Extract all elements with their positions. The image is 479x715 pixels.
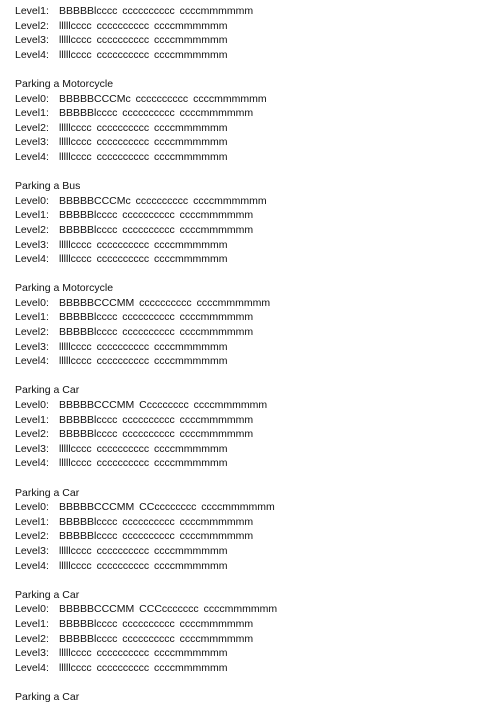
level-content: lllllcccc cccccccccc ccccmmmmmm [59, 19, 228, 32]
level-content: BBBBBlcccc cccccccccc ccccmmmmmm [59, 617, 254, 630]
level-label: Level4: [15, 661, 49, 674]
section-heading: Parking a Motorcycle [15, 282, 114, 295]
level-line [15, 500, 475, 515]
level-label: Level2: [15, 428, 49, 441]
level-label: Level2: [15, 530, 49, 543]
level-content: lllllcccc cccccccccc ccccmmmmmm [59, 238, 228, 251]
level-label: Level1: [15, 107, 49, 120]
level-line [15, 92, 475, 107]
section-spacer [15, 369, 475, 384]
level-line [15, 310, 475, 325]
parking-section [15, 281, 475, 369]
level-content: lllllcccc cccccccccc ccccmmmmmm [59, 544, 228, 557]
section-spacer [15, 267, 475, 282]
level-line [15, 515, 475, 530]
level-content: BBBBBlcccc cccccccccc ccccmmmmmm [59, 530, 254, 543]
section-heading: Parking a Car [15, 384, 80, 397]
level-content: BBBBBlcccc cccccccccc ccccmmmmmm [59, 632, 254, 645]
parking-section [15, 77, 475, 165]
level-label: Level4: [15, 559, 49, 572]
parking-section [15, 588, 475, 676]
level-label: Level0: [15, 603, 49, 616]
level-content: BBBBBCCCMc cccccccccc ccccmmmmmm [59, 194, 267, 207]
level-label: Level2: [15, 121, 49, 134]
level-content: lllllcccc cccccccccc ccccmmmmmm [59, 647, 228, 660]
level-line [15, 48, 475, 63]
level-label: Level4: [15, 150, 49, 163]
level-line [15, 602, 475, 617]
section-heading: Parking a Car [15, 690, 80, 703]
level-line [15, 325, 475, 340]
level-content: BBBBBlcccc cccccccccc ccccmmmmmm [59, 428, 254, 441]
level-content: lllllcccc cccccccccc ccccmmmmmm [59, 34, 228, 47]
level-line [15, 208, 475, 223]
level-label: Level3: [15, 238, 49, 251]
level-content: lllllcccc cccccccccc ccccmmmmmm [59, 457, 228, 470]
section-heading: Parking a Motorcycle [15, 77, 114, 90]
section-heading: Parking a Car [15, 588, 80, 601]
section-spacer [15, 675, 475, 690]
level-line [15, 442, 475, 457]
level-label: Level0: [15, 92, 49, 105]
sections-container [15, 62, 475, 704]
level-line [15, 456, 475, 471]
level-label: Level1: [15, 617, 49, 630]
level-line [15, 194, 475, 209]
parking-section [15, 486, 475, 574]
level-content: BBBBBlcccc cccccccccc ccccmmmmmm [59, 223, 254, 236]
level-line [15, 427, 475, 442]
level-line [15, 19, 475, 34]
level-line [15, 559, 475, 574]
intro-block [15, 4, 475, 62]
level-content: lllllcccc cccccccccc ccccmmmmmm [59, 150, 228, 163]
parking-section [15, 179, 475, 267]
level-line [15, 223, 475, 238]
level-label: Level1: [15, 413, 49, 426]
document-body [15, 4, 475, 705]
section-spacer [15, 471, 475, 486]
level-line [15, 33, 475, 48]
level-content: BBBBBlcccc cccccccccc ccccmmmmmm [59, 326, 254, 339]
level-label: Level1: [15, 5, 49, 17]
level-label: Level3: [15, 340, 49, 353]
section-spacer [15, 165, 475, 180]
level-line [15, 135, 475, 150]
level-line [15, 354, 475, 369]
level-content: BBBBBCCCMM cccccccccc ccccmmmmmm [59, 296, 271, 309]
level-label: Level0: [15, 399, 49, 412]
level-content: lllllcccc cccccccccc ccccmmmmmm [59, 355, 228, 368]
level-line [15, 398, 475, 413]
level-label: Level4: [15, 48, 49, 61]
level-content: lllllcccc cccccccccc ccccmmmmmm [59, 121, 228, 134]
level-line [15, 340, 475, 355]
level-content: BBBBBlcccc cccccccccc ccccmmmmmm [59, 209, 254, 222]
level-label: Level3: [15, 34, 49, 47]
level-label: Level1: [15, 209, 49, 222]
level-content: lllllcccc cccccccccc ccccmmmmmm [59, 559, 228, 572]
level-content: BBBBBlcccc cccccccccc ccccmmmmmm [59, 107, 254, 120]
level-content: BBBBBCCCMM CCcccccccc ccccmmmmmm [59, 501, 275, 514]
level-line [15, 646, 475, 661]
level-line [15, 252, 475, 267]
level-label: Level3: [15, 544, 49, 557]
level-label: Level1: [15, 311, 49, 324]
level-content: BBBBBlcccc cccccccccc ccccmmmmmm [59, 515, 254, 528]
level-content: BBBBBlcccc cccccccccc ccccmmmmmm [59, 413, 254, 426]
level-line [15, 4, 475, 19]
parking-section [15, 690, 475, 705]
level-label: Level3: [15, 647, 49, 660]
level-line [15, 413, 475, 428]
level-label: Level4: [15, 457, 49, 470]
level-content: lllllcccc cccccccccc ccccmmmmmm [59, 661, 228, 674]
level-label: Level1: [15, 515, 49, 528]
level-line [15, 106, 475, 121]
level-label: Level2: [15, 632, 49, 645]
level-line [15, 296, 475, 311]
level-line [15, 544, 475, 559]
section-spacer [15, 573, 475, 588]
level-line [15, 150, 475, 165]
level-label: Level3: [15, 136, 49, 149]
level-line [15, 617, 475, 632]
level-content: lllllcccc cccccccccc ccccmmmmmm [59, 136, 228, 149]
level-line [15, 238, 475, 253]
level-line [15, 529, 475, 544]
level-content: BBBBBCCCMM Ccccccccc ccccmmmmmm [59, 399, 268, 412]
level-line [15, 661, 475, 676]
level-content: lllllcccc cccccccccc ccccmmmmmm [59, 48, 228, 61]
level-content: lllllcccc cccccccccc ccccmmmmmm [59, 253, 228, 266]
level-label: Level0: [15, 296, 49, 309]
level-content: lllllcccc cccccccccc ccccmmmmmm [59, 340, 228, 353]
level-label: Level0: [15, 501, 49, 514]
level-content: BBBBBlcccc cccccccccc ccccmmmmmm [59, 311, 254, 324]
level-content: BBBBBCCCMc cccccccccc ccccmmmmmm [59, 92, 267, 105]
level-content: lllllcccc cccccccccc ccccmmmmmm [59, 442, 228, 455]
level-label: Level4: [15, 355, 49, 368]
section-heading: Parking a Car [15, 486, 80, 499]
level-line [15, 121, 475, 136]
level-label: Level3: [15, 442, 49, 455]
section-spacer [15, 62, 475, 77]
level-label: Level0: [15, 194, 49, 207]
level-line [15, 632, 475, 647]
level-label: Level2: [15, 326, 49, 339]
level-label: Level2: [15, 223, 49, 236]
level-label: Level4: [15, 253, 49, 266]
parking-section [15, 383, 475, 471]
level-content: BBBBBCCCMM CCCccccccc ccccmmmmmm [59, 603, 278, 616]
section-heading: Parking a Bus [15, 180, 81, 193]
level-content: BBBBBlcccc cccccccccc ccccmmmmmm [59, 5, 254, 17]
level-label: Level2: [15, 19, 49, 32]
